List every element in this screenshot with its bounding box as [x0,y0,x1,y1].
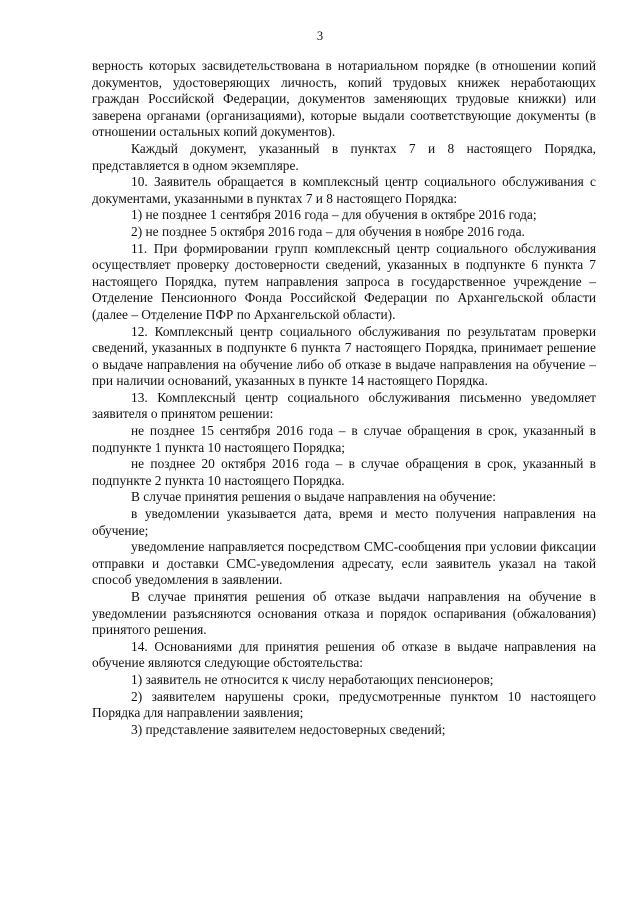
paragraph-approval-notice: в уведомлении указывается дата, время и место получения направления на обучение; [92,506,596,538]
paragraph-item-14: 14. Основаниями для принятия решения об отказе в выдаче направления на обучение являются следующие обстоятельства: [92,638,596,671]
paragraph-single-copy: Каждый документ, указанный в пунктах 7 и 8 настоящего Порядка, представляется в одном экземпляре. [92,140,596,173]
paragraph-item-11: 11. При формировании групп комплексный центр социального обслуживания осуществляет проверку достоверности сведений, указанных в подпункте 6 пункта 7 настоящего Порядка, путем направления запроса в государственное учреждение – Отделение Пенсионного Фонда Российской Федерации по Архангельской области (далее – Отделение ПФР по Архангельской области). [92,240,596,322]
paragraph-item-14-sub-1: 1) заявитель не относится к числу неработающих пенсионеров; [131,671,494,687]
paragraph-item-13-deadline-2: не позднее 20 октября 2016 года – в случае обращения в срок, указанный в подпункте 2 пункта 10 настоящего Порядка. [92,456,596,488]
paragraph-item-10-sub-2: 2) не позднее 5 октября 2016 года – для обучения в ноябре 2016 года. [131,223,525,239]
paragraph-item-14-sub-3: 3) представление заявителем недостоверных сведений; [131,721,446,737]
page-number: 3 [316,29,324,43]
paragraph-item-12: 12. Комплексный центр социального обслуживания по результатам проверки сведений, указанных в подпункте 6 пункта 7 настоящего Порядка, принимает решение о выдаче направления на обучение либо об отказе в выдаче направления на обучение – при наличии оснований, указанных в пункте 14 настоящего Порядка. [92,323,596,389]
paragraph-item-10: 10. Заявитель обращается в комплексный центр социального обслуживания с документами, указанными в пунктах 7 и 8 настоящего Порядка: [92,174,596,206]
paragraph-item-13: 13. Комплексный центр социального обслуживания письменно уведомляет заявителя о принятом решении: [92,389,596,422]
paragraph-sms-notice: уведомление направляется посредством СМС-сообщения при условии фиксации отправки и доставки СМС-уведомления адресату, если заявитель указал на такой способ уведомления в заявлении. [92,539,596,588]
paragraph-approval-case: В случае принятия решения о выдаче направления на обучение: [131,489,496,505]
paragraph-refusal-case: В случае принятия решения об отказе выдачи направления на обучение в уведомлении разъясняются основания отказа и порядок оспаривания (обжалования) принятого решения. [92,589,596,638]
paragraph-continuation: верность которых засвидетельствована в нотариальном порядке (в отношении копий документов, удостоверяющих личность, копий трудовых книжек неработающих граждан Российской Федерации, документов заменяющих трудовые книжки) или заверена органами (организациями), которые выдали соответствующие документы (в отношении остальных копий документов). [92,58,596,140]
paragraph-item-13-deadline-1: не позднее 15 сентября 2016 года – в случае обращения в срок, указанный в подпункте 1 пункта 10 настоящего Порядка; [92,423,596,455]
document-body [92,58,596,738]
paragraph-item-10-sub-1: 1) не позднее 1 сентября 2016 года – для обучения в октябре 2016 года; [131,207,537,223]
paragraph-item-14-sub-2: 2) заявителем нарушены сроки, предусмотренные пунктом 10 настоящего Порядка для направлении заявления; [92,688,596,721]
